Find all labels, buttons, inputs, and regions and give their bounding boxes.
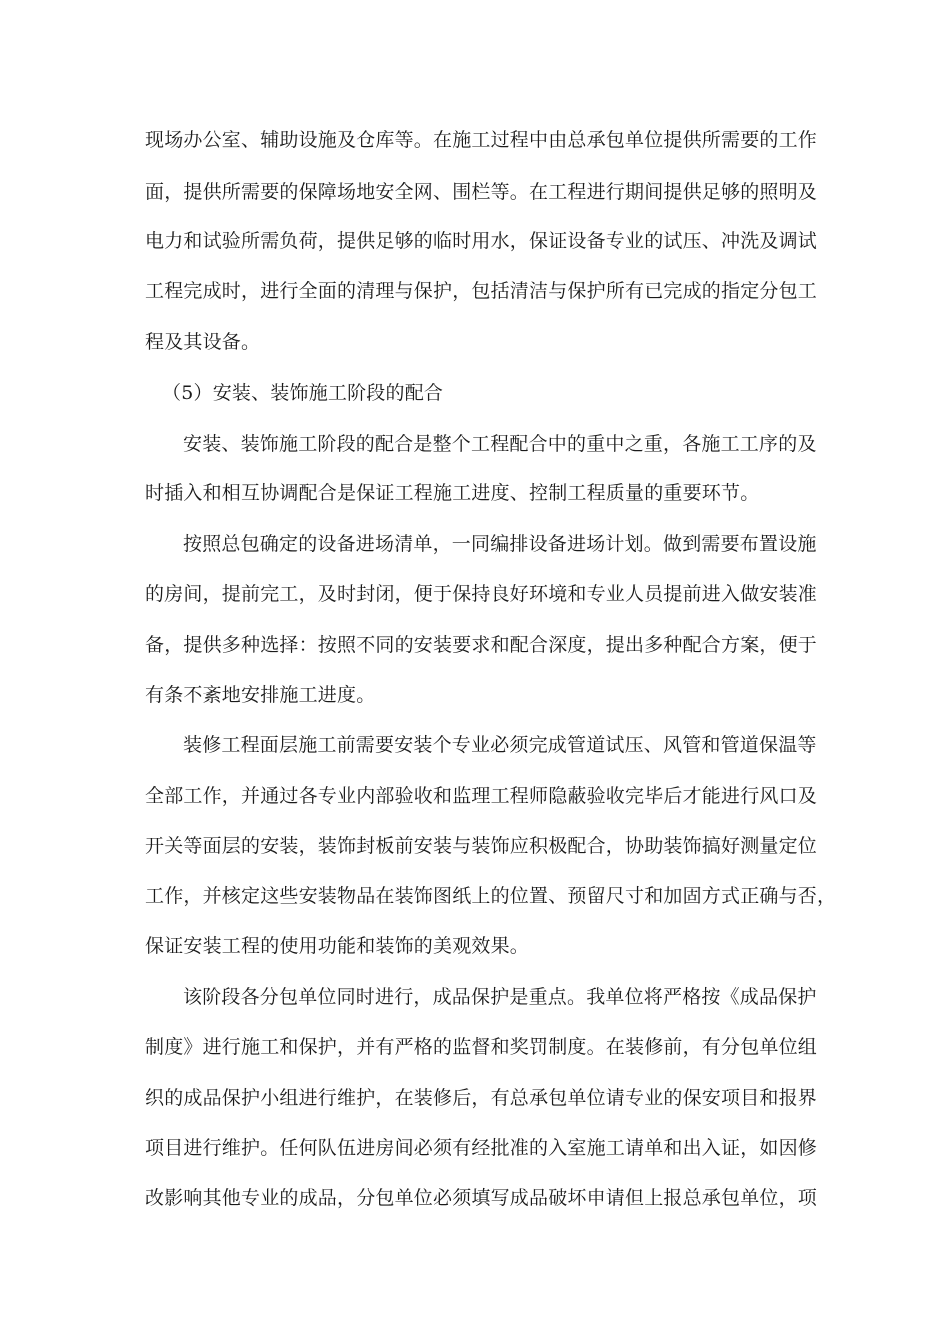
text-line: 备，提供多种选择：按照不同的安装要求和配合深度，提出多种配合方案，便于 (145, 634, 818, 656)
text-line: 制度》进行施工和保护，并有严格的监督和奖罚制度。在装修前，有分包单位组 (145, 1036, 818, 1058)
text-line: 开关等面层的安装，装饰封板前安装与装饰应积极配合，协助装饰搞好测量定位 (145, 835, 818, 857)
text-line: 现场办公室、辅助设施及仓库等。在施工过程中由总承包单位提供所需要的工作 (145, 129, 818, 151)
text-line: 工作，并核定这些安装物品在装饰图纸上的位置、预留尺寸和加固方式正确与否， (145, 885, 837, 907)
text-line: 电力和试验所需负荷，提供足够的临时用水，保证设备专业的试压、冲洗及调试 (145, 230, 818, 252)
text-line: 保证安装工程的使用功能和装饰的美观效果。 (145, 935, 530, 957)
text-line: 有条不紊地安排施工进度。 (145, 684, 376, 706)
text-line: 工程完成时，进行全面的清理与保护，包括清洁与保护所有已完成的指定分包工 (145, 280, 818, 302)
text-line: 织的成品保护小组进行维护，在装修后，有总承包单位请专业的保安项目和报界 (145, 1087, 818, 1109)
text-line: 全部工作，并通过各专业内部验收和监理工程师隐蔽验收完毕后才能进行风口及 (145, 785, 818, 807)
text-line: 项目进行维护。任何队伍进房间必须有经批准的入室施工请单和出入证，如因修 (145, 1137, 818, 1159)
paragraph-first-line: 该阶段各分包单位同时进行，成品保护是重点。我单位将严格按《成品保护 (183, 986, 817, 1008)
text-line: 面，提供所需要的保障场地安全网、围栏等。在工程进行期间提供足够的照明及 (145, 181, 818, 203)
text-line: 时插入和相互协调配合是保证工程施工进度、控制工程质量的重要环节。 (145, 482, 760, 504)
text-line: 的房间，提前完工，及时封闭，便于保持良好环境和专业人员提前进入做安装准 (145, 583, 818, 605)
paragraph-first-line: 安装、装饰施工阶段的配合是整个工程配合中的重中之重，各施工工序的及 (183, 433, 817, 455)
text-line: 改影响其他专业的成品，分包单位必须填写成品破坏申请但上报总承包单位，项 (145, 1187, 818, 1209)
text-line: 程及其设备。 (145, 331, 261, 353)
paragraph-first-line: 装修工程面层施工前需要安装个专业必须完成管道试压、风管和管道保温等 (183, 734, 817, 756)
paragraph-first-line: 按照总包确定的设备进场清单，一同编排设备进场计划。做到需要布置设施 (183, 533, 817, 555)
section-heading: （5）安装、装饰施工阶段的配合 (162, 382, 444, 404)
